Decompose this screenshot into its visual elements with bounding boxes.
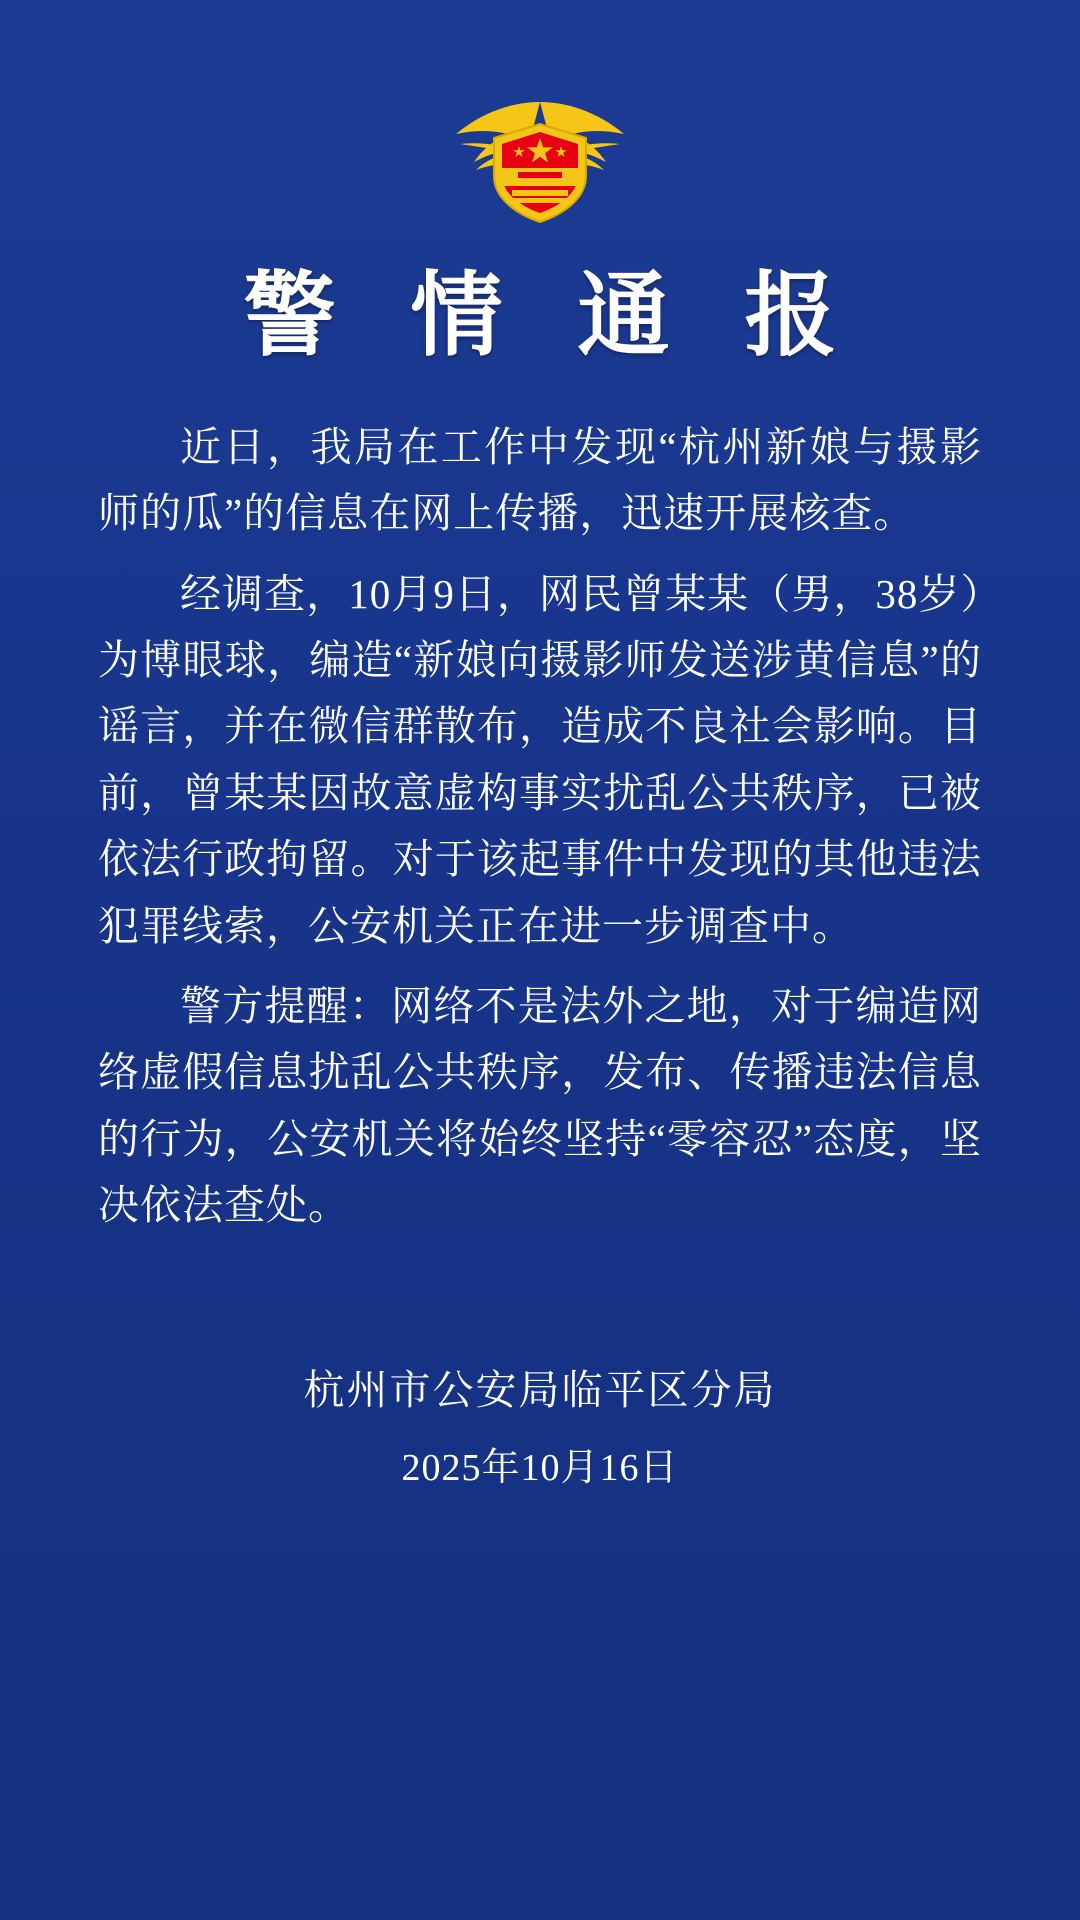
notice-paragraph-3: 警方提醒：网络不是法外之地，对于编造网络虚假信息扰乱公共秩序，发布、传播违法信息的行为，公安机关将始终坚持“零容忍”态度，坚决依法查处。 [98,983,982,1229]
signature-block [0,1360,1080,1491]
emblem-container [56,0,1024,232]
notice-body [56,414,1024,1239]
issue-date: 2025年10月16日 [401,1446,679,1489]
notice-paragraph-2: 经调查，10月9日，网民曾某某（男，38岁）为博眼球，编造“新娘向摄影师发送涉黄信息”的谣言，并在微信群散布，造成不良社会影响。目前，曾某某因故意虚构事实扰乱公共秩序，已被依法行政拘留。对于该起事件中发现的其他违法犯罪线索，公安机关正在进一步调查中。 [98,570,982,949]
china-police-emblem-icon [440,72,640,232]
notice-paragraph-1: 近日，我局在工作中发现“杭州新娘与摄影师的瓜”的信息在网上传播，迅速开展核查。 [98,423,982,537]
issuing-organization: 杭州市公安局临平区分局 [303,1367,777,1413]
page-title: 警 情 通 报 [243,265,863,367]
